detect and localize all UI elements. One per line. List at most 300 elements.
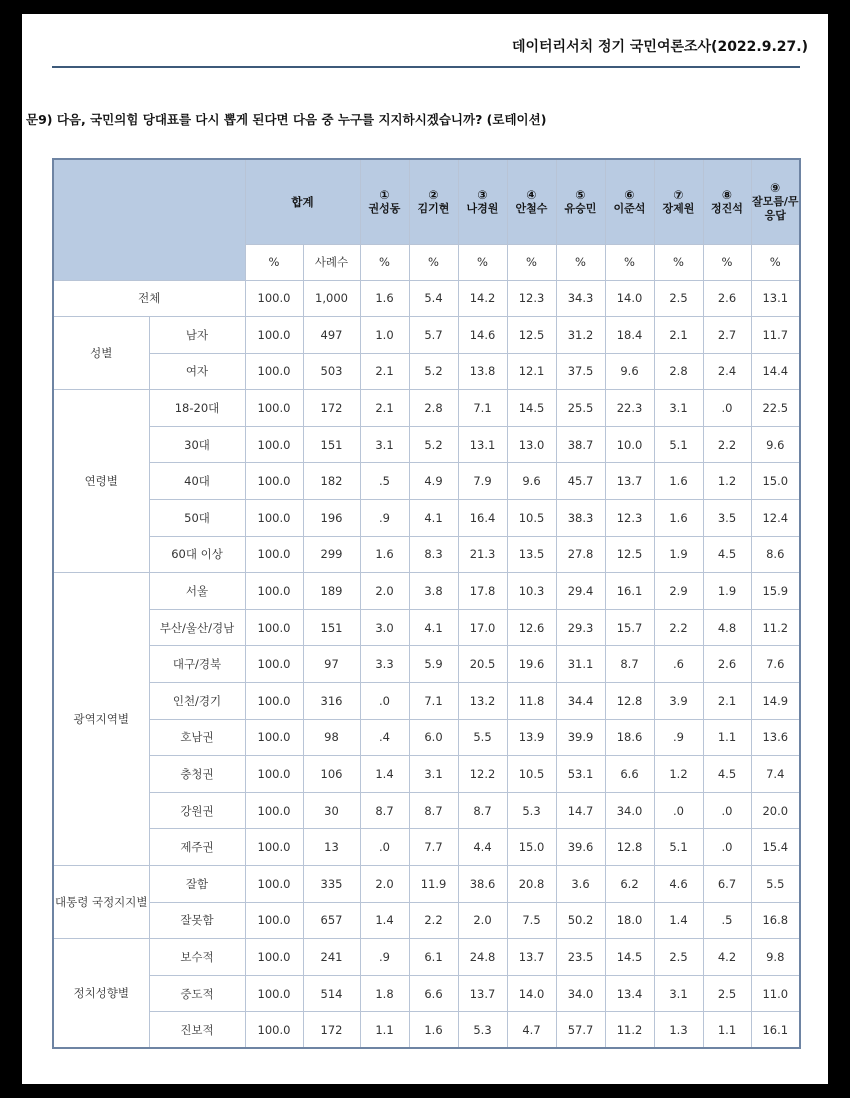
unit-cell: %	[409, 244, 458, 280]
value-cell: 31.1	[556, 646, 605, 683]
value-cell: 100.0	[245, 500, 303, 537]
value-cell: 45.7	[556, 463, 605, 500]
value-cell: 2.2	[409, 902, 458, 939]
group-label: 대통령 국정지지별	[53, 866, 149, 939]
value-cell: 100.0	[245, 975, 303, 1012]
value-cell: 12.2	[458, 756, 507, 793]
unit-cell: %	[245, 244, 303, 280]
value-cell: 2.2	[703, 426, 751, 463]
report-header-title: 데이터리서치 정기 국민여론조사(2022.9.27.)	[511, 39, 808, 55]
value-cell: 2.4	[703, 353, 751, 390]
value-cell: 3.3	[360, 646, 409, 683]
value-cell: 151	[303, 609, 360, 646]
value-cell: 100.0	[245, 353, 303, 390]
value-cell: 1.8	[360, 975, 409, 1012]
value-cell: 12.3	[507, 280, 556, 317]
row-label: 인천/경기	[149, 683, 245, 720]
value-cell: 17.8	[458, 573, 507, 610]
row-label: 대구/경북	[149, 646, 245, 683]
value-cell: 38.7	[556, 426, 605, 463]
value-cell: 19.6	[507, 646, 556, 683]
value-cell: 4.9	[409, 463, 458, 500]
value-cell: 9.6	[605, 353, 654, 390]
table-row	[53, 390, 800, 427]
unit-cell: %	[654, 244, 703, 280]
value-cell: 4.1	[409, 500, 458, 537]
value-cell: 20.0	[751, 792, 800, 829]
value-cell: 3.8	[409, 573, 458, 610]
value-cell: .0	[360, 683, 409, 720]
value-cell: 20.5	[458, 646, 507, 683]
unit-cell: %	[605, 244, 654, 280]
value-cell: 13.2	[458, 683, 507, 720]
value-cell: 24.8	[458, 939, 507, 976]
value-cell: 2.8	[409, 390, 458, 427]
value-cell: 5.3	[507, 792, 556, 829]
value-cell: 4.8	[703, 609, 751, 646]
value-cell: 8.7	[605, 646, 654, 683]
value-cell: 13.9	[507, 719, 556, 756]
value-cell: 25.5	[556, 390, 605, 427]
table-body	[53, 280, 800, 1048]
value-cell: 2.6	[703, 280, 751, 317]
value-cell: 10.0	[605, 426, 654, 463]
value-cell: .0	[703, 792, 751, 829]
unit-cell: %	[703, 244, 751, 280]
value-cell: 106	[303, 756, 360, 793]
value-cell: 13.7	[507, 939, 556, 976]
value-cell: 15.0	[507, 829, 556, 866]
value-cell: 10.5	[507, 756, 556, 793]
value-cell: 11.7	[751, 317, 800, 354]
value-cell: 497	[303, 317, 360, 354]
value-cell: 100.0	[245, 829, 303, 866]
value-cell: 5.2	[409, 353, 458, 390]
value-cell: 100.0	[245, 792, 303, 829]
value-cell: 4.5	[703, 536, 751, 573]
value-cell: .0	[703, 390, 751, 427]
value-cell: 3.1	[654, 390, 703, 427]
value-cell: 1.6	[360, 280, 409, 317]
value-cell: 22.3	[605, 390, 654, 427]
value-cell: 7.4	[751, 756, 800, 793]
value-cell: 15.7	[605, 609, 654, 646]
candidate-header: ② 김기현	[409, 159, 458, 244]
value-cell: 13.1	[458, 426, 507, 463]
table-row	[53, 426, 800, 463]
results-table	[52, 158, 801, 1049]
value-cell: 2.8	[654, 353, 703, 390]
value-cell: 4.7	[507, 1012, 556, 1049]
value-cell: 100.0	[245, 683, 303, 720]
candidate-header: ⑤ 유승민	[556, 159, 605, 244]
total-header: 합계	[245, 159, 360, 244]
value-cell: 21.3	[458, 536, 507, 573]
value-cell: 34.0	[605, 792, 654, 829]
candidate-header: ④ 안철수	[507, 159, 556, 244]
value-cell: 100.0	[245, 280, 303, 317]
value-cell: 1.6	[654, 500, 703, 537]
value-cell: 100.0	[245, 426, 303, 463]
value-cell: 5.5	[458, 719, 507, 756]
value-cell: 34.4	[556, 683, 605, 720]
header-row-candidates	[53, 159, 800, 244]
report-page	[22, 14, 828, 1084]
value-cell: 5.7	[409, 317, 458, 354]
table-row	[53, 353, 800, 390]
value-cell: .9	[654, 719, 703, 756]
table-row	[53, 280, 800, 317]
value-cell: 100.0	[245, 317, 303, 354]
value-cell: 1.4	[360, 902, 409, 939]
value-cell: 6.0	[409, 719, 458, 756]
value-cell: 13.6	[751, 719, 800, 756]
table-row	[53, 975, 800, 1012]
value-cell: 8.7	[409, 792, 458, 829]
value-cell: 39.9	[556, 719, 605, 756]
value-cell: 2.5	[703, 975, 751, 1012]
value-cell: 34.3	[556, 280, 605, 317]
value-cell: 53.1	[556, 756, 605, 793]
row-label: 전체	[53, 280, 245, 317]
value-cell: 316	[303, 683, 360, 720]
value-cell: 7.7	[409, 829, 458, 866]
value-cell: 2.1	[654, 317, 703, 354]
value-cell: 39.6	[556, 829, 605, 866]
value-cell: 1.9	[703, 573, 751, 610]
row-label: 잘못함	[149, 902, 245, 939]
value-cell: 18.0	[605, 902, 654, 939]
value-cell: 14.2	[458, 280, 507, 317]
value-cell: .6	[654, 646, 703, 683]
value-cell: .0	[703, 829, 751, 866]
value-cell: 12.8	[605, 829, 654, 866]
value-cell: 100.0	[245, 609, 303, 646]
value-cell: 196	[303, 500, 360, 537]
value-cell: 2.6	[703, 646, 751, 683]
value-cell: 2.5	[654, 280, 703, 317]
value-cell: 335	[303, 866, 360, 903]
row-label: 호남권	[149, 719, 245, 756]
value-cell: 14.0	[605, 280, 654, 317]
value-cell: 100.0	[245, 536, 303, 573]
value-cell: 37.5	[556, 353, 605, 390]
value-cell: 15.4	[751, 829, 800, 866]
value-cell: 1.6	[654, 463, 703, 500]
value-cell: 4.5	[703, 756, 751, 793]
row-label: 40대	[149, 463, 245, 500]
value-cell: 14.5	[605, 939, 654, 976]
value-cell: 10.3	[507, 573, 556, 610]
value-cell: 1.6	[360, 536, 409, 573]
header-divider	[52, 66, 800, 68]
table-row	[53, 1012, 800, 1049]
value-cell: 7.1	[458, 390, 507, 427]
value-cell: 1.4	[654, 902, 703, 939]
value-cell: .0	[654, 792, 703, 829]
value-cell: 6.6	[605, 756, 654, 793]
table-row	[53, 463, 800, 500]
row-label: 50대	[149, 500, 245, 537]
value-cell: 1.3	[654, 1012, 703, 1049]
value-cell: 8.3	[409, 536, 458, 573]
value-cell: 2.5	[654, 939, 703, 976]
value-cell: 1.4	[360, 756, 409, 793]
value-cell: 6.7	[703, 866, 751, 903]
value-cell: 23.5	[556, 939, 605, 976]
value-cell: 100.0	[245, 902, 303, 939]
value-cell: 13	[303, 829, 360, 866]
value-cell: 20.8	[507, 866, 556, 903]
value-cell: 9.6	[751, 426, 800, 463]
value-cell: 9.8	[751, 939, 800, 976]
value-cell: 5.9	[409, 646, 458, 683]
candidate-header: ① 권성동	[360, 159, 409, 244]
value-cell: 14.6	[458, 317, 507, 354]
value-cell: 100.0	[245, 1012, 303, 1049]
value-cell: 8.7	[458, 792, 507, 829]
value-cell: 7.9	[458, 463, 507, 500]
table-row	[53, 536, 800, 573]
value-cell: 14.9	[751, 683, 800, 720]
group-label: 광역지역별	[53, 573, 149, 866]
value-cell: 3.1	[360, 426, 409, 463]
value-cell: 31.2	[556, 317, 605, 354]
value-cell: 503	[303, 353, 360, 390]
row-label: 서울	[149, 573, 245, 610]
group-label: 연령별	[53, 390, 149, 573]
value-cell: 3.5	[703, 500, 751, 537]
value-cell: 3.0	[360, 609, 409, 646]
value-cell: 151	[303, 426, 360, 463]
value-cell: 3.6	[556, 866, 605, 903]
unit-cell: %	[751, 244, 800, 280]
value-cell: 13.8	[458, 353, 507, 390]
value-cell: 12.5	[605, 536, 654, 573]
value-cell: 5.3	[458, 1012, 507, 1049]
value-cell: 1.2	[654, 756, 703, 793]
value-cell: 12.5	[507, 317, 556, 354]
value-cell: 98	[303, 719, 360, 756]
value-cell: 16.4	[458, 500, 507, 537]
unit-cell: %	[507, 244, 556, 280]
value-cell: 14.4	[751, 353, 800, 390]
value-cell: 38.6	[458, 866, 507, 903]
value-cell: 5.1	[654, 829, 703, 866]
value-cell: 9.6	[507, 463, 556, 500]
value-cell: 1,000	[303, 280, 360, 317]
value-cell: 8.7	[360, 792, 409, 829]
value-cell: 11.2	[605, 1012, 654, 1049]
value-cell: 6.1	[409, 939, 458, 976]
value-cell: 4.2	[703, 939, 751, 976]
value-cell: 1.1	[703, 719, 751, 756]
candidate-header: ⑦ 장제원	[654, 159, 703, 244]
value-cell: 1.1	[703, 1012, 751, 1049]
value-cell: 514	[303, 975, 360, 1012]
value-cell: 2.1	[360, 353, 409, 390]
candidate-header: ⑧ 정진석	[703, 159, 751, 244]
value-cell: 189	[303, 573, 360, 610]
value-cell: 97	[303, 646, 360, 683]
value-cell: 172	[303, 1012, 360, 1049]
value-cell: 4.1	[409, 609, 458, 646]
value-cell: 3.1	[409, 756, 458, 793]
candidate-header: ③ 나경원	[458, 159, 507, 244]
value-cell: 3.9	[654, 683, 703, 720]
value-cell: 13.5	[507, 536, 556, 573]
value-cell: 16.1	[751, 1012, 800, 1049]
row-label: 잘함	[149, 866, 245, 903]
value-cell: 30	[303, 792, 360, 829]
row-label: 30대	[149, 426, 245, 463]
row-label: 18-20대	[149, 390, 245, 427]
value-cell: 8.6	[751, 536, 800, 573]
value-cell: 16.8	[751, 902, 800, 939]
value-cell: 1.2	[703, 463, 751, 500]
value-cell: 12.3	[605, 500, 654, 537]
table-row	[53, 573, 800, 610]
value-cell: 657	[303, 902, 360, 939]
value-cell: 2.7	[703, 317, 751, 354]
row-label: 여자	[149, 353, 245, 390]
value-cell: 11.9	[409, 866, 458, 903]
value-cell: 100.0	[245, 719, 303, 756]
value-cell: 172	[303, 390, 360, 427]
table-row	[53, 317, 800, 354]
table-row	[53, 756, 800, 793]
value-cell: 14.5	[507, 390, 556, 427]
value-cell: 14.0	[507, 975, 556, 1012]
value-cell: 13.7	[458, 975, 507, 1012]
value-cell: 7.1	[409, 683, 458, 720]
value-cell: 34.0	[556, 975, 605, 1012]
value-cell: 1.6	[409, 1012, 458, 1049]
unit-cell: %	[556, 244, 605, 280]
value-cell: 12.6	[507, 609, 556, 646]
value-cell: 18.4	[605, 317, 654, 354]
value-cell: .9	[360, 939, 409, 976]
value-cell: 2.0	[360, 573, 409, 610]
value-cell: 29.3	[556, 609, 605, 646]
value-cell: 100.0	[245, 866, 303, 903]
row-label: 충청권	[149, 756, 245, 793]
value-cell: 100.0	[245, 756, 303, 793]
value-cell: 12.1	[507, 353, 556, 390]
value-cell: .9	[360, 500, 409, 537]
value-cell: 1.9	[654, 536, 703, 573]
value-cell: 1.1	[360, 1012, 409, 1049]
value-cell: 16.1	[605, 573, 654, 610]
value-cell: 29.4	[556, 573, 605, 610]
value-cell: 100.0	[245, 463, 303, 500]
value-cell: .4	[360, 719, 409, 756]
value-cell: 50.2	[556, 902, 605, 939]
value-cell: 182	[303, 463, 360, 500]
unit-cell: %	[458, 244, 507, 280]
value-cell: 3.1	[654, 975, 703, 1012]
table-row	[53, 683, 800, 720]
group-label: 정치성향별	[53, 939, 149, 1049]
value-cell: 7.6	[751, 646, 800, 683]
value-cell: 6.6	[409, 975, 458, 1012]
value-cell: 241	[303, 939, 360, 976]
row-label: 남자	[149, 317, 245, 354]
table-row	[53, 646, 800, 683]
row-label: 강원권	[149, 792, 245, 829]
value-cell: 4.6	[654, 866, 703, 903]
value-cell: 5.5	[751, 866, 800, 903]
value-cell: 7.5	[507, 902, 556, 939]
value-cell: 12.4	[751, 500, 800, 537]
value-cell: 57.7	[556, 1012, 605, 1049]
value-cell: 12.8	[605, 683, 654, 720]
value-cell: 13.7	[605, 463, 654, 500]
value-cell: 2.0	[458, 902, 507, 939]
candidate-header: ⑥ 이준석	[605, 159, 654, 244]
value-cell: 5.4	[409, 280, 458, 317]
table-row	[53, 939, 800, 976]
value-cell: 100.0	[245, 390, 303, 427]
value-cell: 6.2	[605, 866, 654, 903]
value-cell: .5	[703, 902, 751, 939]
value-cell: .0	[360, 829, 409, 866]
row-label: 60대 이상	[149, 536, 245, 573]
value-cell: 38.3	[556, 500, 605, 537]
table-row	[53, 829, 800, 866]
unit-cell: %	[360, 244, 409, 280]
value-cell: 22.5	[751, 390, 800, 427]
value-cell: 2.1	[360, 390, 409, 427]
value-cell: 15.0	[751, 463, 800, 500]
table-row	[53, 866, 800, 903]
unit-cell: 사례수	[303, 244, 360, 280]
table-row	[53, 902, 800, 939]
row-label: 제주권	[149, 829, 245, 866]
question-text: 문9) 다음, 국민의힘 당대표를 다시 뽑게 된다면 다음 중 누구를 지지하시겠습니까? (로테이션)	[26, 112, 547, 127]
value-cell: 100.0	[245, 646, 303, 683]
value-cell: 2.1	[703, 683, 751, 720]
value-cell: 15.9	[751, 573, 800, 610]
header-blank-cell	[53, 159, 245, 280]
value-cell: 13.4	[605, 975, 654, 1012]
value-cell: 18.6	[605, 719, 654, 756]
table-row	[53, 500, 800, 537]
value-cell: 100.0	[245, 573, 303, 610]
value-cell: 11.2	[751, 609, 800, 646]
value-cell: 5.2	[409, 426, 458, 463]
value-cell: .5	[360, 463, 409, 500]
value-cell: 17.0	[458, 609, 507, 646]
value-cell: 10.5	[507, 500, 556, 537]
row-label: 중도적	[149, 975, 245, 1012]
value-cell: 2.0	[360, 866, 409, 903]
value-cell: 14.7	[556, 792, 605, 829]
row-label: 진보적	[149, 1012, 245, 1049]
value-cell: 2.2	[654, 609, 703, 646]
value-cell: 4.4	[458, 829, 507, 866]
value-cell: 11.0	[751, 975, 800, 1012]
value-cell: 299	[303, 536, 360, 573]
value-cell: 5.1	[654, 426, 703, 463]
row-label: 보수적	[149, 939, 245, 976]
table-row	[53, 719, 800, 756]
value-cell: 13.0	[507, 426, 556, 463]
value-cell: 13.1	[751, 280, 800, 317]
group-label: 성별	[53, 317, 149, 390]
value-cell: 2.9	[654, 573, 703, 610]
row-label: 부산/울산/경남	[149, 609, 245, 646]
